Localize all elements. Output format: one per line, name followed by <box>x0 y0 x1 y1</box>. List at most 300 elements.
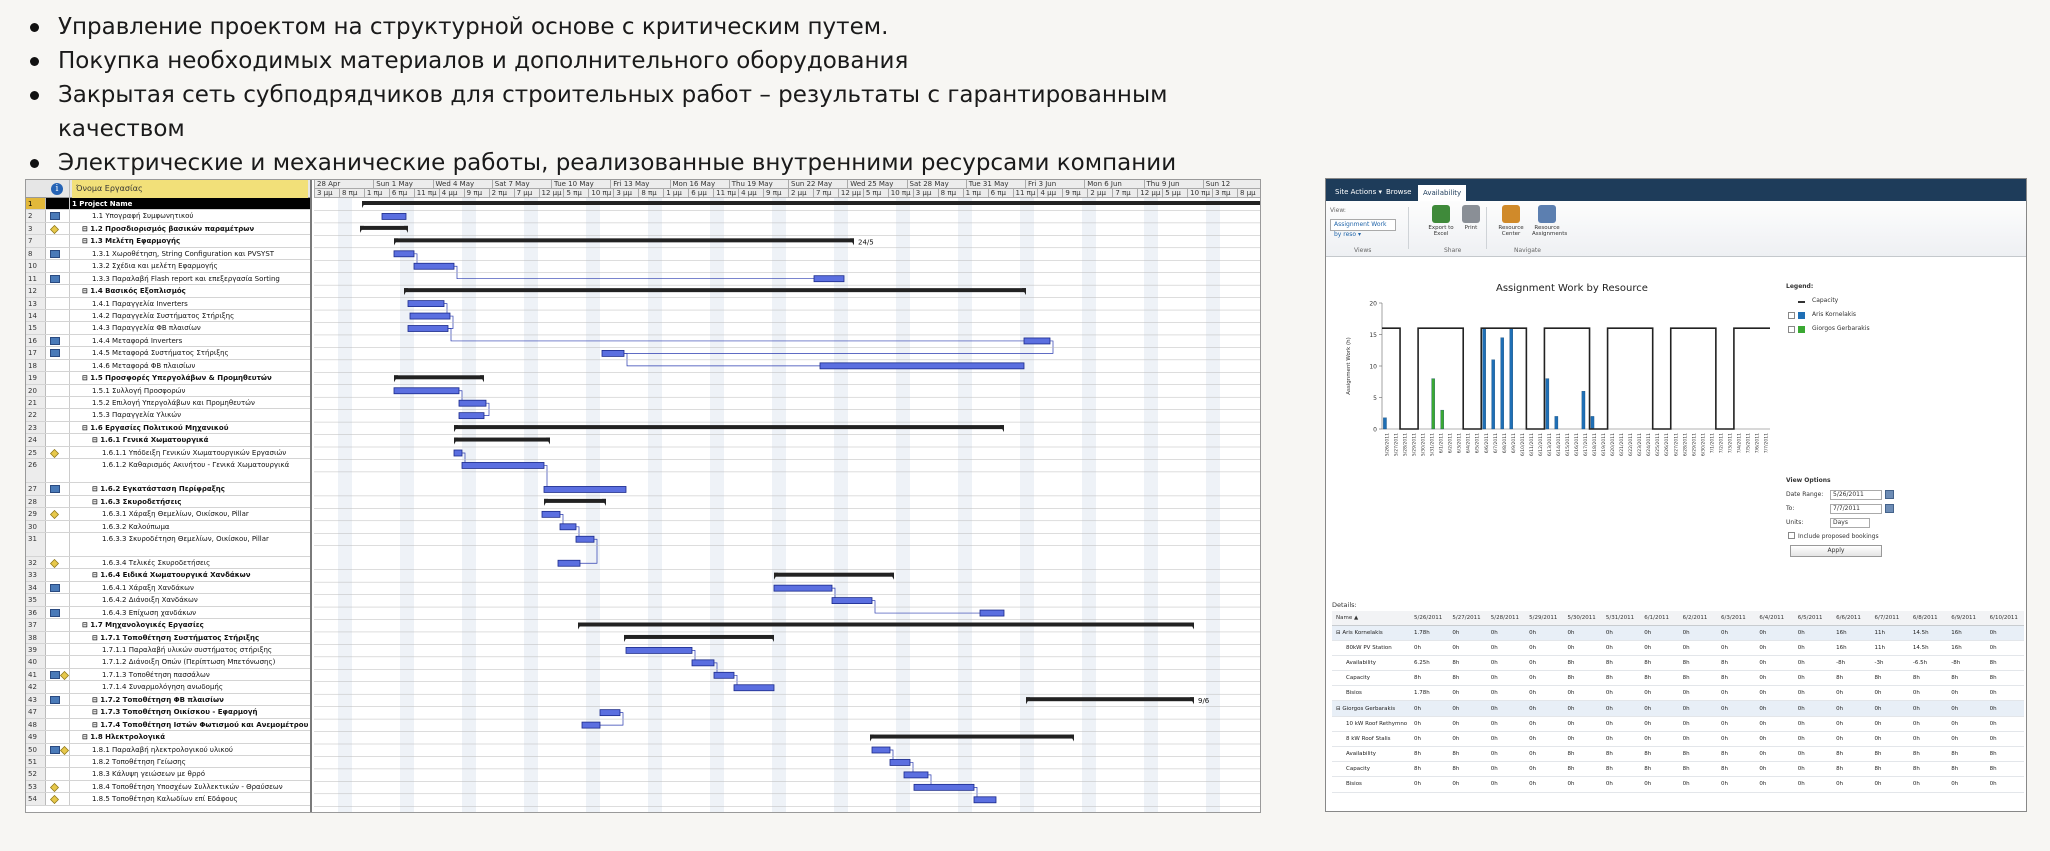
task-name[interactable]: 1.7.1.1 Παραλαβή υλικών συστήματος στήριξης <box>102 646 273 654</box>
task-name[interactable]: ⊟ 1.7.4 Τοποθέτηση Ιστών Φωτισμού και Ανεμομέτρου <box>92 720 308 729</box>
bar-giorgos[interactable] <box>1441 410 1444 429</box>
grid-column-header[interactable]: 5/31/2011 <box>1602 611 1640 625</box>
task-row[interactable] <box>26 681 310 693</box>
row-number[interactable]: 27 <box>26 483 46 494</box>
task-name[interactable]: 1.8.4 Τοποθέτηση Υποσχέων Συλλεκτικών - Θραύσεων <box>92 782 283 791</box>
grid-cell: 0h <box>1602 777 1640 792</box>
task-row[interactable] <box>26 322 310 334</box>
apply-button[interactable]: Apply <box>1790 545 1882 557</box>
task-name[interactable]: 1.4.1 Παραγγελία Inverters <box>92 299 188 308</box>
tab-availability[interactable]: Availability <box>1418 185 1466 201</box>
x-tick-label: 6/4/2011 <box>1466 433 1472 454</box>
summary-bar[interactable] <box>870 735 1074 739</box>
dependency-link <box>544 465 547 489</box>
resource-assignments-button[interactable]: Resource Assignments <box>1532 205 1562 247</box>
task-row[interactable] <box>26 607 310 619</box>
task-row[interactable] <box>26 447 310 459</box>
task-name[interactable]: ⊟ 1.8 Ηλεκτρολογικά <box>82 733 166 742</box>
grid-row[interactable] <box>1332 701 2024 716</box>
grid-column-header[interactable]: 6/8/2011 <box>1909 611 1947 625</box>
row-number[interactable]: 16 <box>26 335 46 346</box>
row-number[interactable]: 47 <box>26 706 46 717</box>
task-name[interactable]: 1.6.4.2 Διάνοιξη Χανδάκων <box>102 596 198 605</box>
task-row[interactable] <box>26 632 310 644</box>
task-name[interactable]: 1.7.1.2 Διάνοιξη Οπών (Περίπτωση Μπετόνωσης) <box>102 658 276 667</box>
summary-bar[interactable] <box>362 201 1261 205</box>
task-bar[interactable] <box>626 647 692 653</box>
grid-cell: 0h <box>1947 716 1985 731</box>
ribbon-divider <box>1486 207 1487 249</box>
task-row[interactable] <box>26 422 310 434</box>
grid-row-name: Bisios <box>1332 777 1410 792</box>
task-row[interactable] <box>26 409 310 421</box>
task-bar[interactable] <box>602 350 624 356</box>
task-name[interactable]: 1.4.4 Μεταφορά Inverters <box>92 336 183 345</box>
task-name[interactable]: ⊟ 1.6.3 Σκυροδετήσεις <box>92 497 182 506</box>
task-row[interactable] <box>26 310 310 322</box>
grid-row[interactable] <box>1332 747 2024 762</box>
task-name[interactable]: ⊟ 1.7 Μηχανολογικές Εργασίες <box>82 621 204 630</box>
grid-cell: 8h <box>1679 655 1717 670</box>
row-number[interactable]: 3 <box>26 223 46 234</box>
row-number[interactable]: 28 <box>26 496 46 507</box>
task-row[interactable] <box>26 434 310 446</box>
legend-item-capacity: Capacity <box>1786 295 1916 309</box>
row-number[interactable]: 37 <box>26 619 46 630</box>
row-number[interactable]: 32 <box>26 557 46 568</box>
row-number[interactable]: 25 <box>26 447 46 458</box>
task-bar[interactable] <box>576 536 594 542</box>
task-row[interactable] <box>26 781 310 793</box>
grid-column-header[interactable]: 5/29/2011 <box>1525 611 1563 625</box>
row-number[interactable]: 38 <box>26 632 46 643</box>
grid-row[interactable] <box>1332 762 2024 777</box>
grid-cell: 0h <box>1525 731 1563 746</box>
task-name[interactable]: ⊟ 1.7.2 Τοποθέτηση ΦΒ πλαισίων <box>92 695 224 704</box>
indicator-cell <box>46 397 70 408</box>
row-number[interactable]: 10 <box>26 260 46 271</box>
row-number[interactable]: 21 <box>26 397 46 408</box>
row-number[interactable]: 7 <box>26 235 46 246</box>
grid-column-header[interactable]: 6/6/2011 <box>1832 611 1870 625</box>
calendar-icon[interactable] <box>1885 490 1894 499</box>
task-bar[interactable] <box>558 560 580 566</box>
row-number[interactable]: 26 <box>26 459 46 482</box>
task-bar[interactable] <box>890 759 910 765</box>
task-name[interactable]: ⊟ 1.2 Προσδιορισμός βασικών παραμέτρων <box>82 224 255 233</box>
summary-bar[interactable] <box>394 238 854 242</box>
include-proposed-checkbox[interactable] <box>1788 532 1795 539</box>
task-row[interactable] <box>26 508 310 520</box>
summary-bar[interactable] <box>360 226 408 230</box>
task-name[interactable]: ⊟ 1.6 Εργασίες Πολιτικού Μηχανικού <box>82 423 229 432</box>
grid-row[interactable] <box>1332 716 2024 731</box>
task-bar[interactable] <box>544 486 626 492</box>
row-number[interactable]: 33 <box>26 569 46 580</box>
row-number[interactable]: 23 <box>26 422 46 433</box>
row-number[interactable]: 13 <box>26 298 46 309</box>
timescale-week: Fri 13 May <box>610 180 649 189</box>
row-number[interactable]: 50 <box>26 744 46 755</box>
row-number[interactable]: 49 <box>26 731 46 742</box>
grid-column-header[interactable]: 6/4/2011 <box>1755 611 1793 625</box>
task-row[interactable] <box>26 756 310 768</box>
task-bar[interactable] <box>462 462 544 468</box>
task-name[interactable]: 1.8.5 Τοποθέτηση Καλωδίων επί Εδάφους <box>92 795 238 804</box>
task-row[interactable] <box>26 285 310 297</box>
bar-aris[interactable] <box>1555 416 1558 429</box>
bar-aris[interactable] <box>1483 328 1486 429</box>
task-name[interactable]: ⊟ 1.6.4 Ειδικά Χωματουργικά Χανδάκων <box>92 571 251 580</box>
task-row[interactable] <box>26 372 310 384</box>
task-name[interactable]: 1.6.3.1 Χάραξη Θεμελίων, Οικίσκου, Pillar <box>102 510 249 519</box>
task-name[interactable]: ⊟ 1.6.2 Εγκατάσταση Περίφραξης <box>92 485 225 494</box>
grid-cell: 8h <box>1947 671 1985 686</box>
timescale-day: 4 μμ <box>1037 189 1056 198</box>
task-bar[interactable] <box>410 313 450 319</box>
row-number[interactable]: 36 <box>26 607 46 618</box>
summary-bar[interactable] <box>624 635 774 639</box>
task-name[interactable]: 1.4.3 Παραγγελία ΦΒ πλαισίων <box>92 324 201 333</box>
timescale-day: 6 μμ <box>688 189 707 198</box>
note-indicator-icon <box>50 510 59 519</box>
row-number[interactable]: 22 <box>26 409 46 420</box>
task-row[interactable] <box>26 521 310 533</box>
grid-cell: 0h <box>1525 671 1563 686</box>
grid-row[interactable] <box>1332 671 2024 686</box>
task-name[interactable]: 1.5.1 Συλλογή Προσφορών <box>92 386 186 395</box>
view-select[interactable]: Assignment Work by reso ▾ <box>1330 219 1396 231</box>
task-row[interactable] <box>26 273 310 285</box>
task-bar[interactable] <box>408 326 448 332</box>
task-bar[interactable] <box>600 710 620 716</box>
task-name[interactable]: 1.8.3 Κάλυψη γειώσεων με θρρό <box>92 770 206 779</box>
grid-cell: 0h <box>1832 686 1870 701</box>
row-number[interactable]: 2 <box>26 210 46 221</box>
task-row[interactable] <box>26 582 310 594</box>
task-name[interactable]: ⊟ 1.6.1 Γενικά Χωματουργικά <box>92 436 209 445</box>
grid-column-header[interactable]: 5/26/2011 <box>1410 611 1448 625</box>
timescale-day: 1 μμ <box>663 189 682 198</box>
indicator-cell <box>46 569 70 580</box>
task-row[interactable] <box>26 260 310 272</box>
grid-cell: 0h <box>1640 640 1678 655</box>
row-number[interactable]: 20 <box>26 385 46 396</box>
row-number[interactable]: 19 <box>26 372 46 383</box>
row-number[interactable]: 14 <box>26 310 46 321</box>
task-bar[interactable] <box>414 263 454 269</box>
task-name[interactable]: ⊟ 1.5 Προσφορές Υπεργολάβων & Προμηθευτών <box>82 374 272 383</box>
task-row[interactable] <box>26 594 310 606</box>
task-row[interactable] <box>26 644 310 656</box>
task-row[interactable] <box>26 533 310 557</box>
task-row[interactable] <box>26 397 310 409</box>
task-name[interactable]: 1.3.2 Σχέδια και μελέτη Εφαρμογής <box>92 262 218 271</box>
row-number[interactable]: 54 <box>26 793 46 804</box>
task-bar[interactable] <box>459 413 484 419</box>
grid-cell: 8h <box>1871 747 1909 762</box>
tab-siteactions[interactable]: Site Actions ▾ <box>1335 188 1382 196</box>
grid-row[interactable] <box>1332 686 2024 701</box>
grid-cell: 0h <box>1871 686 1909 701</box>
x-tick-label: 5/30/2011 <box>1421 433 1427 457</box>
print-button[interactable]: Print <box>1456 205 1486 247</box>
task-row[interactable] <box>26 669 310 681</box>
task-row[interactable] <box>26 223 310 235</box>
grid-row[interactable] <box>1332 777 2024 792</box>
task-bar[interactable] <box>774 585 832 591</box>
grid-cell: 0h <box>1947 777 1985 792</box>
task-bar[interactable] <box>560 524 576 530</box>
legend-item-giorgos[interactable]: Giorgos Gerbarakis <box>1786 323 1916 337</box>
task-row[interactable] <box>26 793 310 805</box>
grid-cell: 0h <box>1487 777 1525 792</box>
grid-cell: 0h <box>1717 716 1755 731</box>
task-name[interactable]: 1.4.2 Παραγγελία Συστήματος Στήριξης <box>92 311 235 320</box>
row-number[interactable]: 40 <box>26 656 46 667</box>
task-name-column-header[interactable]: Όνομα Εργασίας <box>72 180 308 198</box>
row-number[interactable]: 17 <box>26 347 46 358</box>
indicator-cell <box>46 768 70 779</box>
task-row[interactable] <box>26 483 310 495</box>
summary-bar[interactable] <box>404 288 1026 292</box>
task-name[interactable]: 1.7.1.4 Συναρμολόγηση ανωδομής <box>102 683 223 692</box>
row-number[interactable]: 29 <box>26 508 46 519</box>
task-row[interactable] <box>26 744 310 756</box>
grid-column-header[interactable]: 6/5/2011 <box>1794 611 1832 625</box>
task-name[interactable]: 1.6.3.4 Τελικές Σκυροδετήσεις <box>102 558 211 567</box>
indicators-column-header[interactable] <box>46 180 70 198</box>
task-row[interactable] <box>26 731 310 743</box>
grid-column-header[interactable]: 6/2/2011 <box>1679 611 1717 625</box>
task-row[interactable] <box>26 210 310 222</box>
task-name[interactable]: 1.5.3 Παραγγελία Υλικών <box>92 411 182 420</box>
grid-cell: 8h <box>1909 671 1947 686</box>
timescale-week: Thu 9 Jun <box>1144 180 1180 189</box>
export-to-excel-button[interactable]: Export to Excel <box>1426 205 1456 247</box>
task-bar[interactable] <box>394 388 459 394</box>
task-name[interactable]: 1.3.1 Χωροθέτηση, String Configuration και PVSYST <box>92 249 275 258</box>
summary-bar[interactable] <box>1026 697 1194 701</box>
row-number[interactable]: 15 <box>26 322 46 333</box>
task-name[interactable]: 1.5.2 Επιλογή Υπεργολάβων και Προμηθευτών <box>92 399 255 407</box>
bar-aris[interactable] <box>1510 328 1513 429</box>
task-name[interactable]: 1.7.1.3 Τοποθέτηση πασσάλων <box>102 670 210 679</box>
grid-cell: 8h <box>1717 747 1755 762</box>
grid-column-header[interactable]: 6/3/2011 <box>1717 611 1755 625</box>
grid-column-header[interactable]: 6/1/2011 <box>1640 611 1678 625</box>
task-row[interactable] <box>26 569 310 581</box>
grid-cell: 8h <box>1448 671 1486 686</box>
row-number[interactable]: 30 <box>26 521 46 532</box>
top-tab-bar <box>1326 179 2026 201</box>
task-row[interactable] <box>26 385 310 397</box>
task-bar[interactable] <box>408 301 444 307</box>
row-number[interactable]: 43 <box>26 694 46 705</box>
task-bar[interactable] <box>459 400 486 406</box>
grid-cell: 8h <box>1947 762 1985 777</box>
timescale-week: Thu 19 May <box>729 180 773 189</box>
grid-row[interactable] <box>1332 731 2024 746</box>
task-bar[interactable] <box>872 747 890 753</box>
grid-cell: 0h <box>1909 731 1947 746</box>
task-bar[interactable] <box>980 610 1004 616</box>
grid-row[interactable] <box>1332 640 2024 655</box>
row-number[interactable]: 8 <box>26 248 46 259</box>
task-row[interactable] <box>26 360 310 372</box>
bar-aris[interactable] <box>1546 379 1549 429</box>
summary-bar[interactable] <box>454 438 550 442</box>
task-row[interactable] <box>26 248 310 260</box>
bar-aris[interactable] <box>1591 416 1594 429</box>
task-bar[interactable] <box>394 251 414 257</box>
grid-cell: 0h <box>1755 762 1793 777</box>
task-name[interactable]: 1.4.6 Μεταφορά ΦΒ πλαισίων <box>92 361 196 370</box>
task-bar[interactable] <box>814 276 844 282</box>
task-bar[interactable] <box>582 722 600 728</box>
to-date-input[interactable]: 7/7/2011 <box>1830 504 1882 514</box>
task-row[interactable] <box>26 335 310 347</box>
summary-bar[interactable] <box>544 499 606 503</box>
row-number[interactable]: 24 <box>26 434 46 445</box>
grid-cell: 8h <box>1909 747 1947 762</box>
x-tick-label: 6/7/2011 <box>1493 433 1499 454</box>
task-bar[interactable] <box>734 685 774 691</box>
grid-cell: 8h <box>1832 671 1870 686</box>
bar-giorgos[interactable] <box>1432 379 1435 429</box>
task-name[interactable]: 1.8.2 Τοποθέτηση Γείωσης <box>92 757 186 766</box>
task-name[interactable]: 1.6.1.1 Υπόδειξη Γενικών Χωματουργικών Εργασιών <box>102 448 287 457</box>
task-name[interactable]: 1 Project Name <box>72 200 133 208</box>
task-bar[interactable] <box>914 784 974 790</box>
summary-bar[interactable] <box>578 623 1194 627</box>
legend-checkbox[interactable] <box>1788 312 1795 319</box>
task-bar[interactable] <box>974 797 996 803</box>
row-number[interactable]: 53 <box>26 781 46 792</box>
grid-column-header[interactable]: 6/7/2011 <box>1871 611 1909 625</box>
tab-browse[interactable]: Browse <box>1386 188 1412 196</box>
task-row[interactable] <box>26 235 310 247</box>
units-select[interactable]: Days <box>1830 518 1870 528</box>
summary-bar[interactable] <box>774 573 894 577</box>
task-row[interactable] <box>26 557 310 569</box>
task-row[interactable] <box>26 694 310 706</box>
grid-cell: 0h <box>1640 701 1678 716</box>
bar-aris[interactable] <box>1383 418 1386 429</box>
grid-row[interactable] <box>1332 655 2024 670</box>
task-name[interactable]: ⊟ 1.3 Μελέτη Εφαρμογής <box>82 237 181 246</box>
task-bar[interactable] <box>832 598 872 604</box>
task-name[interactable]: 1.1 Υπογραφή Συμφωνητικού <box>92 212 194 221</box>
task-name[interactable]: 1.6.4.1 Χάραξη Χανδάκων <box>102 583 194 592</box>
task-bar[interactable] <box>820 363 1024 369</box>
grid-column-header[interactable]: 5/28/2011 <box>1487 611 1525 625</box>
summary-bar[interactable] <box>394 375 484 379</box>
task-row[interactable] <box>26 656 310 668</box>
grid-column-header[interactable]: 6/9/2011 <box>1947 611 1985 625</box>
indicator-cell <box>46 706 70 717</box>
task-name[interactable]: 1.6.4.3 Επίχωση χανδάκων <box>102 608 197 617</box>
row-number[interactable]: 34 <box>26 582 46 593</box>
grid-cell: 0h <box>1564 625 1602 640</box>
grid-column-header[interactable]: 5/27/2011 <box>1448 611 1486 625</box>
row-number[interactable]: 12 <box>26 285 46 296</box>
task-row[interactable] <box>26 347 310 359</box>
task-row[interactable] <box>26 496 310 508</box>
task-bar[interactable] <box>692 660 714 666</box>
grid-cell: 0h <box>1602 731 1640 746</box>
indicator-cell <box>46 210 70 221</box>
task-bar[interactable] <box>542 511 560 517</box>
task-name[interactable]: 1.4.5 Μεταφορά Συστήματος Στήριξης <box>92 349 229 358</box>
summary-bar[interactable] <box>454 425 1004 429</box>
task-name[interactable]: ⊟ 1.7.1 Τοποθέτηση Συστήματος Στήριξης <box>92 633 260 642</box>
task-name[interactable]: 1.6.1.2 Καθαρισμός Ακινήτου - Γενικά Χωματουργικά <box>102 461 290 470</box>
task-bar[interactable] <box>1024 338 1050 344</box>
task-row[interactable] <box>26 459 310 483</box>
grid-column-header[interactable]: 5/30/2011 <box>1564 611 1602 625</box>
task-bar[interactable] <box>714 672 734 678</box>
grid-row[interactable] <box>1332 625 2024 640</box>
task-name[interactable]: 1.8.1 Παραλαβή ηλεκτρολογικού υλικού <box>92 745 233 754</box>
grid-cell: 0h <box>1871 731 1909 746</box>
task-name[interactable]: 1.6.3.3 Σκυροδέτηση Θεμελίων, Οικίσκου, Pillar <box>102 534 269 543</box>
task-row[interactable] <box>26 768 310 780</box>
date-range-input[interactable]: 5/26/2011 <box>1830 490 1882 500</box>
legend-item-aris[interactable]: Aris Kornelakis <box>1786 309 1916 323</box>
task-row[interactable] <box>26 619 310 631</box>
task-row[interactable] <box>26 198 310 210</box>
include-proposed-row[interactable]: Include proposed bookings <box>1786 531 1916 545</box>
calendar-icon[interactable] <box>1885 504 1894 513</box>
task-bar[interactable] <box>454 450 462 456</box>
row-number[interactable]: 35 <box>26 594 46 605</box>
row-number[interactable]: 48 <box>26 719 46 730</box>
view-options-title: View Options <box>1786 477 1831 484</box>
row-number[interactable]: 51 <box>26 756 46 767</box>
grid-cell: 0h <box>1909 716 1947 731</box>
grid-cell: 11h <box>1871 640 1909 655</box>
row-number[interactable]: 31 <box>26 533 46 556</box>
row-number[interactable]: 1 <box>26 198 46 209</box>
bar-aris[interactable] <box>1582 391 1585 429</box>
row-number[interactable]: 11 <box>26 273 46 284</box>
row-number[interactable]: 39 <box>26 644 46 655</box>
grid-cell: 0h <box>1755 701 1793 716</box>
row-number[interactable]: 18 <box>26 360 46 371</box>
row-number[interactable]: 42 <box>26 681 46 692</box>
row-number[interactable]: 41 <box>26 669 46 680</box>
timescale-day: 7 πμ <box>813 189 831 198</box>
task-name[interactable]: ⊟ 1.4 Βασικός Εξοπλισμός <box>82 287 186 296</box>
task-bar[interactable] <box>904 772 928 778</box>
bar-aris[interactable] <box>1492 360 1495 429</box>
task-row[interactable] <box>26 719 310 731</box>
task-name[interactable]: 1.6.3.2 Καλούπωμα <box>102 522 170 531</box>
resource-center-button[interactable]: Resource Center <box>1496 205 1526 247</box>
grid-column-header[interactable]: 6/10/2011 <box>1986 611 2024 625</box>
timescale-days <box>314 189 1260 198</box>
task-bar[interactable] <box>382 213 406 219</box>
task-row[interactable] <box>26 706 310 718</box>
legend-checkbox[interactable] <box>1788 326 1795 333</box>
task-row[interactable] <box>26 298 310 310</box>
task-name[interactable]: ⊟ 1.7.3 Τοποθέτηση Οικίσκου - Εφαρμογή <box>92 708 258 717</box>
task-name[interactable]: 1.3.3 Παραλαβή Flash report και επεξεργασία Sorting <box>92 274 280 283</box>
bar-aris[interactable] <box>1501 338 1504 429</box>
grid-column-header[interactable]: Name ▲ <box>1332 611 1410 625</box>
row-number[interactable]: 52 <box>26 768 46 779</box>
